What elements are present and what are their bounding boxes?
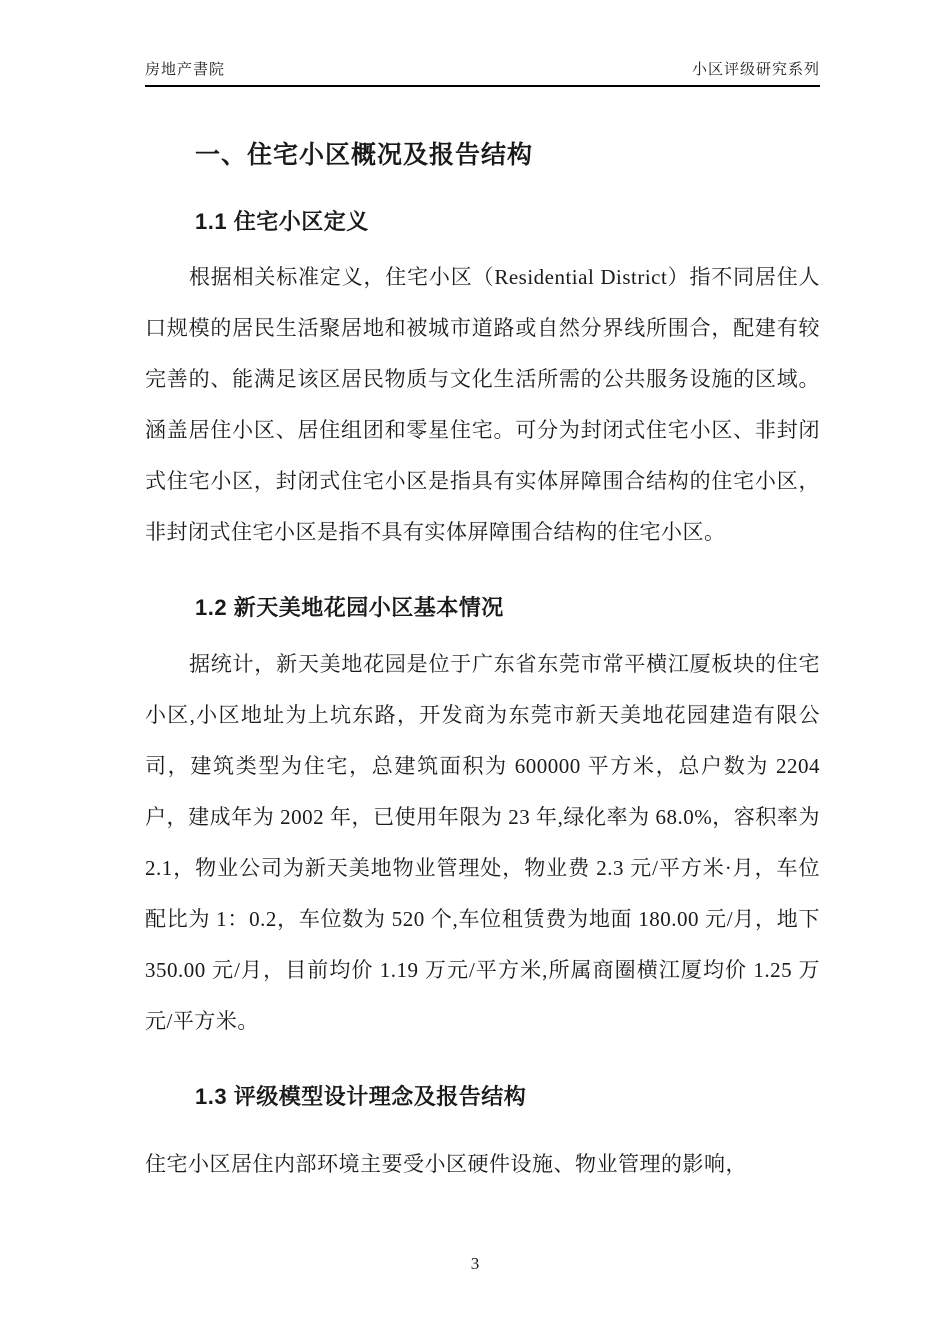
subsection-1-2-title: 1.2 新天美地花园小区基本情况 — [195, 595, 504, 621]
page-number: 3 — [470, 1254, 480, 1273]
header-left-text: 房地产書院 — [145, 62, 226, 78]
subsection-1-1-paragraph: 根据相关标准定义，住宅小区（Residential District）指不同居住人口规模的居民生活聚居地和被城市道路或自然分界线所围合，配建有较完善的、能满足该区居民物质与文化生活所需的公共服务设施的区域。涵盖居住小区、居住组团和零星住宅。可分为封闭式住宅小区、非封闭式住宅小区，封闭式住宅小区是指具有实体屏障围合结构的住宅小区，非封闭式住宅小区是指不具有实体屏障围合结构的住宅小区。 — [145, 265, 820, 545]
page-footer — [0, 1254, 950, 1274]
header-right-text: 小区评级研究系列 — [691, 62, 820, 78]
section-1-title: 一、住宅小区概况及报告结构 — [195, 141, 534, 169]
subsection-1-2-paragraph: 据统计，新天美地花园是位于广东省东莞市常平横江厦板块的住宅小区,小区地址为上坑东路，开发商为东莞市新天美地花园建造有限公司，建筑类型为住宅，总建筑面积为 600000 平方米，总户数为 2204 户，建成年为 2002 年，已使用年限为 23 年,绿化率为 68.0%，容积率为 2.1，物业公司为新天美地物业管理处，物业费 2.3 元/平方米·月，车位配比为 1：0.2，车位数为 520 个,车位租赁费为地面 180.00 元/月，地下 350.00 元/月，目前均价 1.19 万元/平方米,所属商圈横江厦均价 1.25 万元/平方米。 — [145, 651, 820, 1033]
page-header — [145, 0, 820, 79]
header-divider — [145, 85, 820, 87]
document-body — [145, 139, 820, 1190]
subsection-1-3-paragraph: 住宅小区居住内部环境主要受小区硬件设施、物业管理的影响， — [145, 1152, 747, 1177]
subsection-1-3-title: 1.3 评级模型设计理念及报告结构 — [195, 1083, 527, 1109]
subsection-1-1-title: 1.1 住宅小区定义 — [195, 208, 369, 234]
